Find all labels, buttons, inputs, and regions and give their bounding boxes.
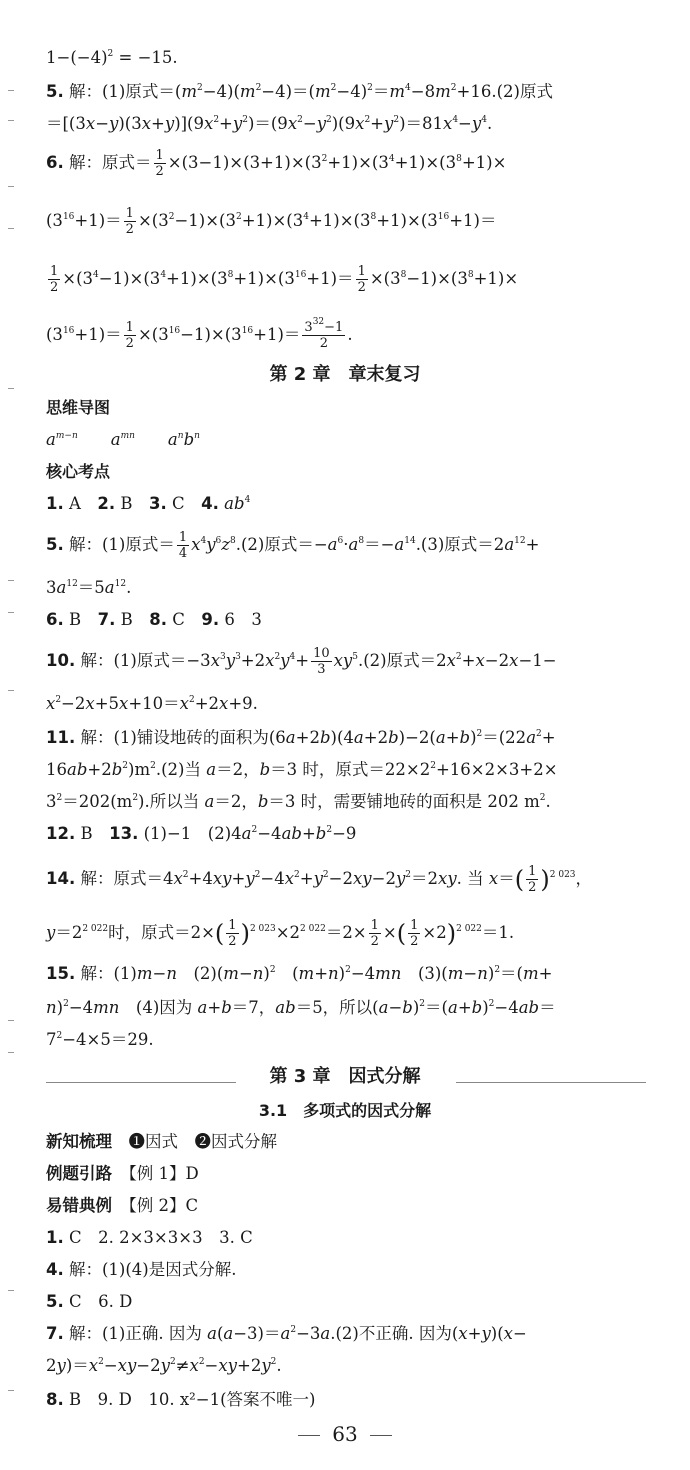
sec31-q5-num: 5. <box>46 1292 64 1311</box>
core-answer-5-line-2: $3a^{12}=5a^{12}$. <box>46 578 132 597</box>
answer-6-line-4: $(3^{16}+1)=$ $\frac{1}{2}$ $\times(3^{16}-1)\times(3^{16}+1)=$ $\frac{3^{32}-1}{2}$ . <box>46 317 353 351</box>
answer-6-line-3: $\frac{1}{2}$ $\times(3^4-1)\times(3^4+1)\times(3^8+1)\times(3^{16}+1)=$ $\frac{1}{2}$ $\times(3^8-1)\times(3^8+1)\times$ <box>50 264 519 295</box>
sec31-answers-1-3 <box>46 1226 646 1250</box>
sec31-q8-num: 8. <box>46 1390 64 1409</box>
answer-5-line-2: $=[(3x-y)(3x+y)](9x^2+y^2)=(9x^2-y^2)(9x^2+y^2)=81x^4-y^4$. <box>46 114 493 133</box>
core-answer-15-line-1: 15. 解：(1)m−n $(2)(m-n)^2$ $(m+n)^2-4mn$ $(3)(m-n)^2=(m+$ <box>46 964 553 983</box>
core-answer-15-line-3: $7^2-4\times 5=29$. <box>46 1030 154 1049</box>
sec31-yicuo-text: 【例 2】C <box>128 1196 199 1215</box>
continued-line: $1-(-4)^2 = -15$. <box>46 48 178 67</box>
sec31-yicuo <box>46 1194 646 1218</box>
core-answer-11-line-1: 11. 解：(1)铺设地砖的面积为$(6a+2b)(4a+2b)-2(a+b)^2=(22a^2+$ <box>46 728 556 747</box>
heading-mind-map: 思维导图 <box>46 398 111 417</box>
sec31-xinzhi-text: ❶因式 ❷因式分解 <box>128 1132 277 1151</box>
core-answer-5-line-1: 5. 解：(1)原式＝ $\frac{1}{4}$ $x^4y^6z^8.(2)$原式$=-a^6\cdot a^8=-a^{14}.(3)$原式$=2a^{12}+$ <box>46 530 540 561</box>
sec31-answer-7-line-2: $2y)=x^2-xy-2y^2\ne x^2-xy+2y^2$. <box>46 1356 282 1375</box>
answer-5-line-1: 5. 解：(1)原式$=(m^2-4)(m^2-4)=(m^2-4)^2=m^4-8m^2+16.(2)$原式 <box>46 82 553 101</box>
core-answer-10-line-2: $x^2-2x+5x+10=x^2+2x+9$. <box>46 694 258 713</box>
sec31-answers-8-10 <box>46 1388 646 1412</box>
answer-6-line-1: 6. 解：原式＝ $\frac{1}{2}$ $\times(3-1)\times(3+1)\times(3^2+1)\times(3^4+1)\times(3^8+1)\times$ <box>46 148 507 179</box>
sec31-q1-text: C 2. 2×3×3×3 3. C <box>69 1228 253 1247</box>
sec31-answers-5-6 <box>46 1290 646 1314</box>
sec31-q4-num: 4. <box>46 1260 64 1279</box>
sec31-liti <box>46 1162 646 1186</box>
page-number-value: 63 <box>332 1422 358 1446</box>
core-answer-11-line-2: $16ab+2b^2)m^2.(2)$当 a＝2，b＝3 时，原式$=22\times 2^2+16\times 2\times 3+2\times$ <box>46 760 558 779</box>
section-3-1-title: 3.1 多项式的因式分解 <box>258 1101 432 1120</box>
core-answers-12-13: 12. B 13. (1)−1 $(2)4a^2-4ab+b^2-9$ <box>46 824 357 843</box>
sec31-answer-4 <box>46 1258 646 1282</box>
page-number <box>0 1422 690 1446</box>
heading-core-points: 核心考点 <box>46 462 111 481</box>
chapter-2-title: 第 2 章 章末复习 <box>269 364 421 385</box>
sec31-xinzhi <box>46 1130 646 1154</box>
sec31-xinzhi-label: 新知梳理 <box>46 1132 112 1151</box>
sec31-q1-num: 1. <box>46 1228 64 1247</box>
sec31-liti-text: 【例 1】D <box>128 1164 199 1183</box>
sec31-liti-label: 例题引路 <box>46 1164 112 1183</box>
core-answer-14-line-2: $y=2^{2 022}$时，原式＝2×( $\frac{1}{2}$ )$^{2 023}\times 2^{2 022}=2\times$ $\frac{1}{2}$ ×( $\frac{1}{2}$ ×2)$^{2 022}$＝1. <box>46 918 515 949</box>
core-answer-14-line-1: 14. 解：原式$=4x^2+4xy+y^2-4x^2+y^2-2xy-2y^2=2xy$. 当 x＝( $\frac{1}{2}$ )$^{2 023}$， <box>46 864 593 895</box>
sec31-q8-text: B 9. D 10. x²−1(答案不唯一) <box>69 1390 316 1409</box>
core-answers-6-9: 6. B 7. B 8. C 9. 6 3 <box>46 610 262 629</box>
core-answer-15-line-2: n)$^2$−4mn (4)因为 a+b＝7，ab＝5，所以$(a-b)^2=(a+b)^2-4ab=$ <box>46 998 556 1017</box>
sec31-q4-text: 解：(1)(4)是因式分解. <box>69 1260 237 1279</box>
answer-6-line-2: $(3^{16}+1)=$ $\frac{1}{2}$ $\times(3^2-1)\times(3^2+1)\times(3^4+1)\times(3^8+1)\times(3^{16}+1)=$ <box>46 206 497 237</box>
sec31-q5-text: C 6. D <box>69 1292 133 1311</box>
core-answer-11-line-3: $3^2=202(m^2)$.所以当 a＝2，b＝3 时，需要铺地砖的面积是 202 $m^2$. <box>46 792 551 811</box>
sec31-yicuo-label: 易错典例 <box>46 1196 112 1215</box>
core-answer-10-line-1: 10. 解：(1)原式$=-3x^3y^3+2x^2y^4+$ $\frac{10}{3}$ $xy^5.(2)$原式$=2x^2+x-2x-1-$ <box>46 646 557 677</box>
chapter-3-title: 第 3 章 因式分解 <box>269 1066 421 1087</box>
sec31-answer-7-line-1: 7. 解：(1)正确. 因为 $a(a-3)=a^2-3a.(2)$不正确. 因为(x+y)(x− <box>46 1324 527 1343</box>
mind-map-answers: $a^{m-n}$ $a^{mn}$ $a^nb^n$ <box>46 430 200 449</box>
core-answers-1-4: 1. A 2. B 3. C 4. $ab^4$ <box>46 494 251 513</box>
